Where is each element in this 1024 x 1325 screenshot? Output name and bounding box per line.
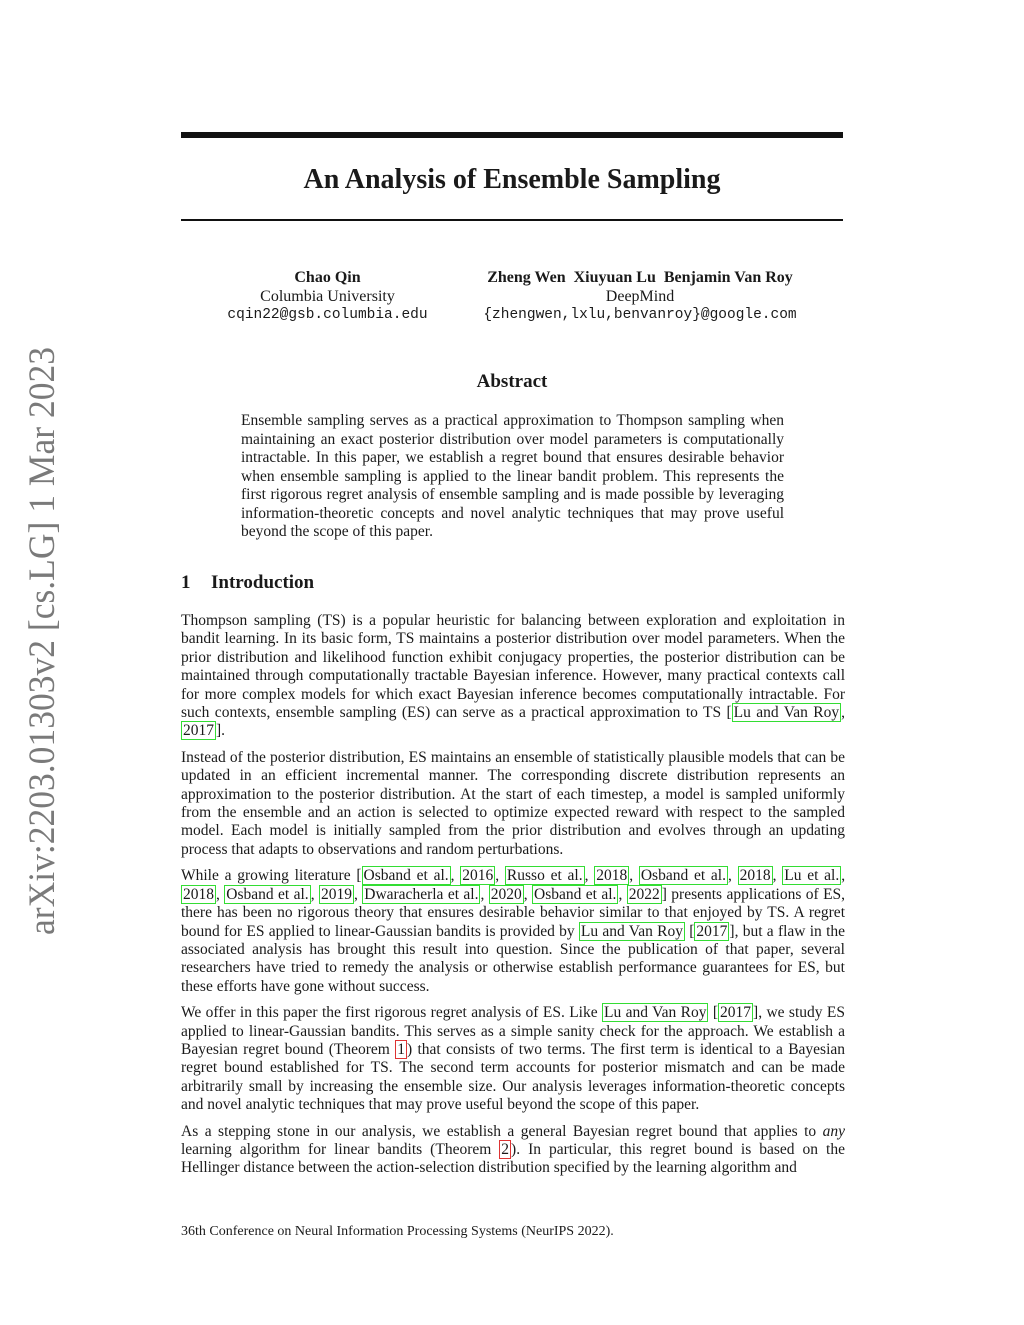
arxiv-identifier: arXiv:2203.01303v2 [cs.LG] 1 Mar 2023 <box>22 345 63 935</box>
author-names: Chao Qin <box>294 269 361 286</box>
citation-link[interactable]: 2022 <box>628 885 660 903</box>
citation-link[interactable]: 2016 <box>462 867 494 885</box>
citation-link[interactable]: Lu et al. <box>784 867 840 885</box>
paper-title: An Analysis of Ensemble Sampling <box>303 164 721 195</box>
citation-link[interactable]: Osband et al. <box>226 885 309 903</box>
citation-link[interactable]: Dwaracherla et al. <box>364 885 479 903</box>
title-bottom-rule <box>181 219 843 221</box>
citation-link[interactable]: Lu and Van Roy <box>733 704 840 722</box>
conference-footnote: 36th Conference on Neural Information Processing Systems (NeurIPS 2022). <box>181 1224 614 1239</box>
section-heading <box>181 572 314 594</box>
citation-link[interactable]: 2017 <box>720 1004 752 1022</box>
paragraph-5: As a stepping stone in our analysis, we establish a general Bayesian regret bound that applies to any learning algorithm for linear bandits (Theorem 2 ). In particular, this regret bound is based on the Hellinger distance between the action-selection distribution specified by the learning algorithm and <box>181 1122 845 1177</box>
author-block-2 <box>470 268 810 325</box>
paragraph-4: We offer in this paper the first rigorous regret analysis of ES. Like Lu and Van Roy [ 2017 ], we study ES applied to linear-Gaussian bandits. This serves as a simple sanity check for the approach. We establish a Bayesian regret bound (Theorem 1 ) that consists of two terms. The first term is identical to a Bayesian regret bound established for TS. The second term accounts for posterior mismatch and can be made arbitrarily small by increasing the ensemble size. Our analysis leverages information-theoretic concepts and novel analytic techniques that may prove useful beyond the scope of this paper. <box>181 1004 846 1114</box>
citation-link[interactable]: Osband et al. <box>640 867 726 885</box>
abstract-heading: Abstract <box>476 371 548 392</box>
citation-link[interactable]: Osband et al. <box>534 885 617 903</box>
citation-link[interactable]: Lu and Van Roy <box>580 922 683 940</box>
author-affiliation: Columbia University <box>260 288 395 305</box>
theorem-reference[interactable]: 1 <box>397 1040 405 1058</box>
citation-link[interactable]: 2017 <box>696 922 728 940</box>
author-block-1 <box>215 268 440 325</box>
paragraph-1: Thompson sampling (TS) is a popular heuristic for balancing between exploration and exploitation in bandit learning. In its basic form, TS maintains a posterior distribution over model parameters. When the prior distribution and likelihood function exhibit conjugacy properties, the posterior distribution can be maintained through computationally tractable Bayesian inference. However, many practical contexts call for more complex models for which exact Bayesian inference becomes computationally intractable. For such contexts, ensemble sampling (ES) can serve as a practical approximation to TS [ Lu and Van Roy , 2017 ]. <box>181 612 845 740</box>
author-email[interactable]: cqin22@gsb.columbia.edu <box>227 307 428 323</box>
body-text <box>181 612 845 1186</box>
section-title: Introduction <box>211 572 315 593</box>
section-number: 1 <box>181 572 191 593</box>
paragraph-2: Instead of the posterior distribution, ES maintains an ensemble of statistically plausible models that can be updated in an efficient incremental manner. The corresponding discrete distribution represents an approximation to the posterior distribution. At the start of each timestep, a model is sampled uniformly from the ensemble and an action is selected to optimize expected reward with respect to the sampled model. Each model is initially sampled from the prior distribution and evolves through an updating process that adapts to observations and random perturbations. <box>181 748 845 858</box>
abstract-text: Ensemble sampling serves as a practical approximation to Thompson sampling when maintaining an exact posterior distribution over model parameters is computationally intractable. In this paper, we establish a regret bound that ensures desirable behavior when ensemble sampling is applied to the linear bandit problem. This represents the first rigorous regret analysis of ensemble sampling and is made possible by leveraging information-theoretic concepts and novel analytic techniques that may prove useful beyond the scope of this paper. <box>241 412 784 540</box>
citation-link[interactable]: 2018 <box>596 867 628 885</box>
author-names: Zheng Wen Xiuyuan Lu Benjamin Van Roy <box>487 269 793 286</box>
title-top-rule <box>181 132 843 138</box>
citation-link[interactable]: Osband et al. <box>363 867 449 885</box>
author-email[interactable]: {zhengwen,lxlu,benvanroy}@google.com <box>483 307 797 323</box>
arxiv-sidebar-stamp <box>10 345 70 935</box>
citation-link[interactable]: 2018 <box>183 885 214 903</box>
citation-link[interactable]: 2019 <box>320 885 352 903</box>
citation-link[interactable]: 2017 <box>183 722 214 740</box>
citation-link[interactable]: 2018 <box>739 867 771 885</box>
theorem-reference[interactable]: 2 <box>501 1140 510 1158</box>
author-affiliation: DeepMind <box>605 288 675 305</box>
paragraph-3: While a growing literature [ Osband et al. , 2016 , Russo et al. , 2018 , Osband et al. , 2018 , Lu et al. , 2018 , Osband et al. , 2019 , Dwaracherla et al. , 2020 , Osband et al. , 2022 ] presents applications of ES, there has been no rigorous theory that ensures desirable behavior similar to that enjoyed by TS. A regret bound for ES applied to linear-Gaussian bandits is provided by Lu and Van Roy [ 2017 ], but a flaw in the associated analysis has brought this result into question. Since the publication of that paper, several researchers have tried to remedy the analysis or otherwise establish performance guarantees for ES, but these efforts have gone without success. <box>181 867 846 995</box>
citation-link[interactable]: Lu and Van Roy <box>604 1004 707 1022</box>
citation-link[interactable]: 2020 <box>490 885 522 903</box>
citation-link[interactable]: Russo et al. <box>506 867 583 885</box>
